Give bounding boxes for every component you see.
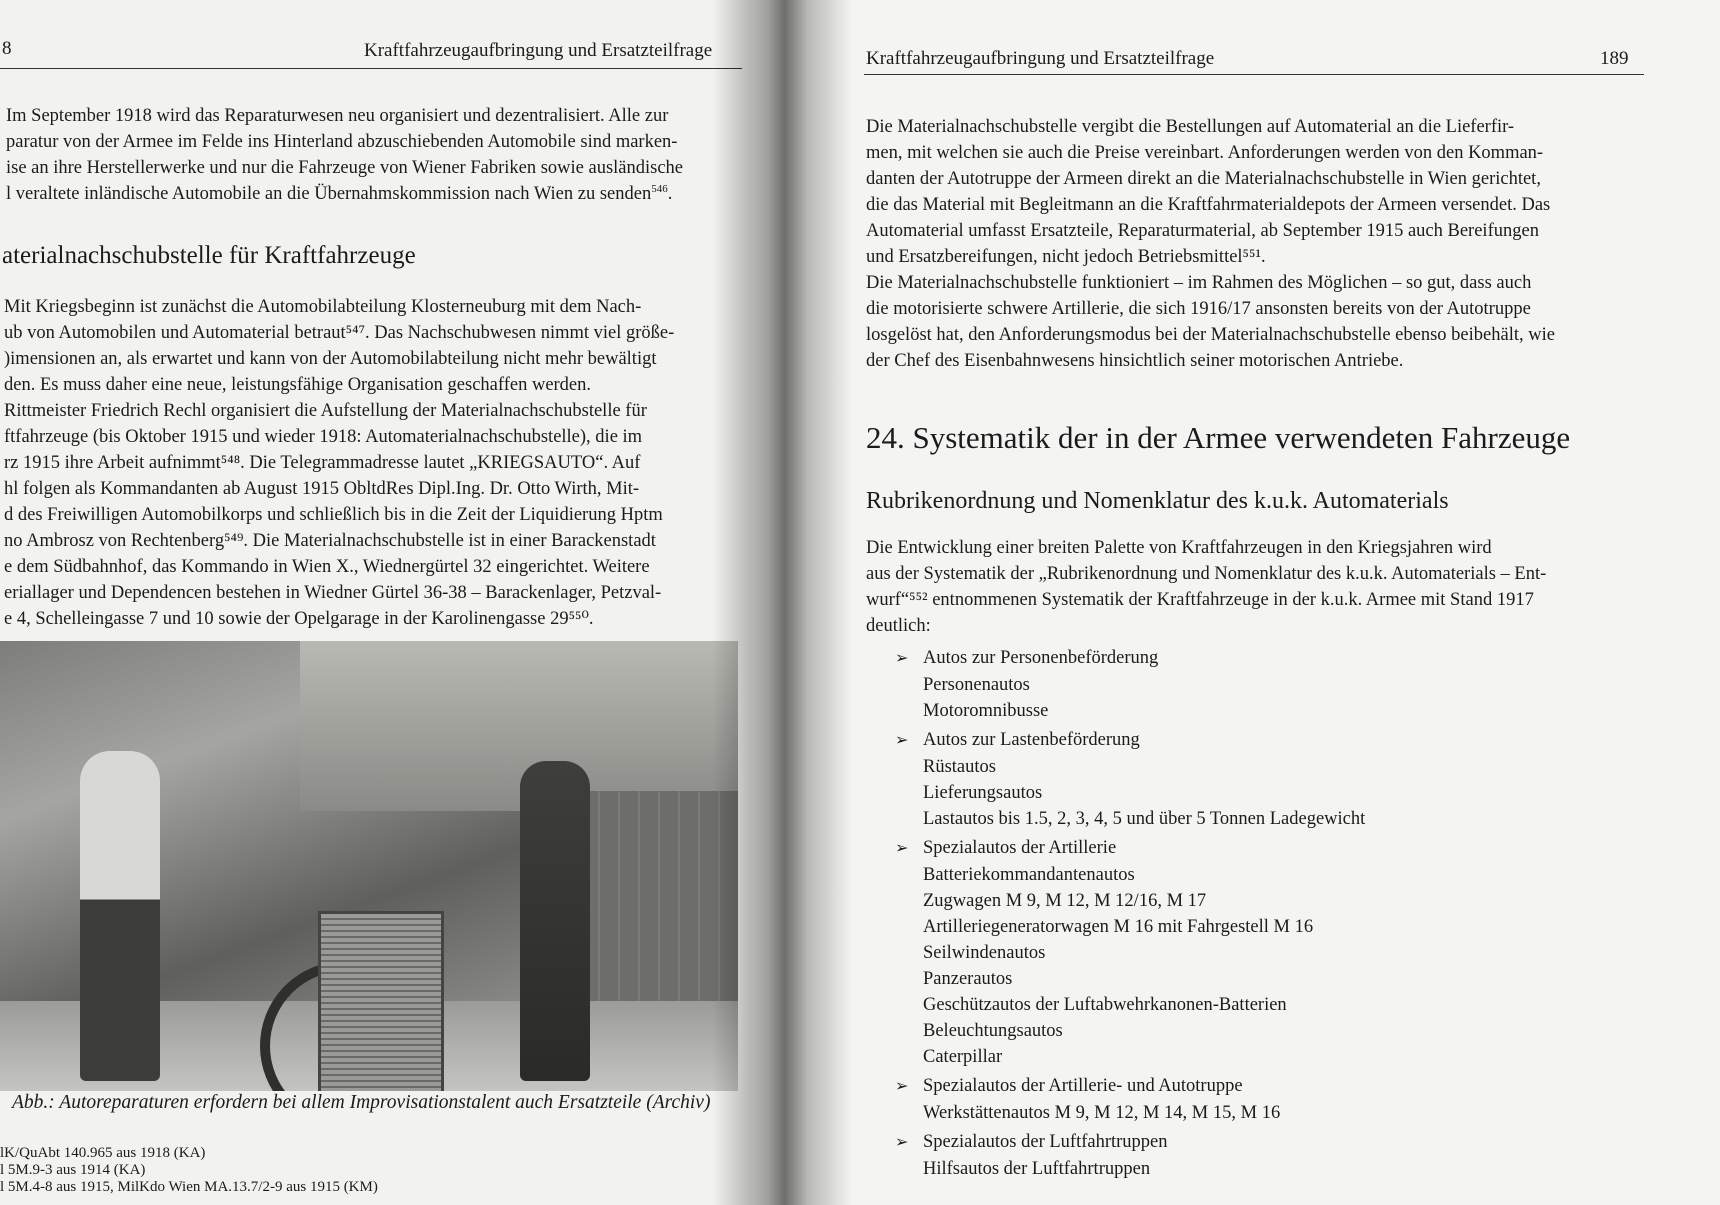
- text-line: ise an ihre Herstellerwerke und nur die Fahrzeuge von Wiener Fabriken sowie ausländische: [6, 158, 684, 178]
- list-item: Lieferungsautos: [923, 783, 1043, 803]
- text-line: Die Materialnachschubstelle funktioniert – im Rahmen des Möglichen – so gut, dass auch: [866, 273, 1532, 293]
- text-line: losgelöst hat, den Anforderungsmodus bei der Materialnachschubstelle ebenso beibehält, wie: [866, 325, 1555, 345]
- text-line: e dem Südbahnhof, das Kommando in Wien X., Wiednergürtel 32 eingerichtet. Weitere: [4, 557, 650, 577]
- arrow-bullet-icon: ➢: [895, 650, 909, 667]
- text-line: e 4, Schelleingasse 7 und 10 sowie der Opelgarage in der Karolinengasse 29⁵⁵⁰.: [4, 609, 594, 629]
- text-line: eriallager und Dependencen bestehen in Wiedner Gürtel 36-38 – Barackenlager, Petzval-: [4, 583, 662, 603]
- list-item: Panzerautos: [923, 969, 1013, 989]
- left-paragraph-1: [6, 103, 740, 207]
- list-item: Caterpillar: [923, 1047, 1003, 1067]
- text-line: ftfahrzeuge (bis Oktober 1915 und wieder 1918: Automaterialnachschubstelle), die im: [4, 427, 643, 447]
- text-line: d des Freiwilligen Automobilkorps und schließlich bis in die Zeit der Liquidierung Hptm: [4, 505, 663, 525]
- text-line: Die Materialnachschubstelle vergibt die Bestellungen auf Automaterial an die Lieferfir-: [866, 117, 1515, 137]
- footnotes: [0, 1145, 378, 1196]
- list-item: Motoromnibusse: [923, 701, 1049, 721]
- list-item: Geschützautos der Luftabwehrkanonen-Batterien: [923, 995, 1287, 1015]
- footnote: l 5M.4-8 aus 1915, MilKdo Wien MA.13.7/2-9 aus 1915 (KM): [0, 1179, 378, 1195]
- text-line: men, mit welchen sie auch die Preise vereinbart. Anforderungen werden von den Komman-: [866, 143, 1544, 163]
- text-line: )imensionen an, als erwartet und kann von der Automobilabteilung nicht mehr bewältigt: [4, 349, 657, 369]
- list-item: Artilleriegeneratorwagen M 16 mit Fahrgestell M 16: [923, 917, 1314, 937]
- list-group: [895, 645, 1655, 724]
- text-line: danten der Autotruppe der Armeen direkt an die Materialnachschubstelle in Wien gerichtet,: [866, 169, 1541, 189]
- right-paragraph-1: [866, 114, 1632, 374]
- list-group-head: Spezialautos der Artillerie: [923, 838, 1117, 858]
- text-line: Rittmeister Friedrich Rechl organisiert die Aufstellung der Materialnachschubstelle für: [4, 401, 647, 421]
- right-head-rule: [864, 74, 1644, 75]
- vehicle-category-list: [895, 645, 1655, 1185]
- text-line: aus der Systematik der „Rubrikenordnung und Nomenklatur des k.u.k. Automaterials – Ent-: [866, 564, 1547, 584]
- text-line: Mit Kriegsbeginn ist zunächst die Automobilabteilung Klosterneuburg mit dem Nach-: [4, 297, 642, 317]
- list-group-head: Autos zur Personenbeförderung: [923, 648, 1159, 668]
- photo-tarp: [300, 641, 738, 811]
- text-line: no Ambrosz von Rechtenberg⁵⁴⁹. Die Materialnachschubstelle ist in einer Barackenstadt: [4, 531, 656, 551]
- list-group: [895, 835, 1655, 1070]
- list-item: Hilfsautos der Luftfahrtruppen: [923, 1159, 1151, 1179]
- left-paragraph-2: [4, 294, 740, 632]
- text-line: und Ersatzbereifungen, nicht jedoch Betriebsmittel⁵⁵¹.: [866, 247, 1266, 267]
- photo-officer: [520, 761, 590, 1081]
- text-line: paratur von der Armee im Felde ins Hinterland abzuschiebenden Automobile sind marken-: [6, 132, 678, 152]
- arrow-bullet-icon: ➢: [895, 840, 909, 857]
- list-group: [895, 727, 1655, 832]
- left-running-head: Kraftfahrzeugaufbringung und Ersatzteilfrage: [364, 40, 713, 61]
- left-page: [0, 0, 752, 1205]
- text-line: rz 1915 ihre Arbeit aufnimmt⁵⁴⁸. Die Telegrammadresse lautet „KRIEGSAUTO“. Auf: [4, 453, 641, 473]
- text-line: Die Entwicklung einer breiten Palette von Kraftfahrzeugen in den Kriegsjahren wird: [866, 538, 1492, 558]
- text-line: den. Es muss daher eine neue, leistungsfähige Organisation geschaffen werden.: [4, 375, 592, 395]
- list-group-head: Spezialautos der Luftfahrtruppen: [923, 1132, 1168, 1152]
- list-item: Lastautos bis 1.5, 2, 3, 4, 5 und über 5 Tonnen Ladegewicht: [923, 809, 1366, 829]
- text-line: Automaterial umfasst Ersatzteile, Reparaturmaterial, ab September 1915 auch Bereifungen: [866, 221, 1539, 241]
- list-item: Zugwagen M 9, M 12, M 12/16, M 17: [923, 891, 1207, 911]
- footnote-ref: 546: [651, 182, 668, 195]
- chapter-title: 24. Systematik der in der Armee verwendeten Fahrzeuge: [866, 420, 1571, 455]
- text-line: l veraltete inländische Automobile an die Übernahmskommission nach Wien zu senden$^{546}$.: [6, 182, 673, 204]
- archive-photo: [0, 641, 738, 1091]
- subsection-title: Rubrikenordnung und Nomenklatur des k.u.k. Automaterials: [866, 488, 1449, 514]
- arrow-bullet-icon: ➢: [895, 732, 909, 749]
- left-page-number: 8: [2, 38, 12, 59]
- list-group-head: Autos zur Lastenbeförderung: [923, 730, 1140, 750]
- footnote: lK/QuAbt 140.965 aus 1918 (KA): [0, 1145, 206, 1161]
- photo-radiator: [318, 911, 444, 1091]
- arrow-bullet-icon: ➢: [895, 1134, 909, 1151]
- list-item: Personenautos: [923, 675, 1030, 695]
- arrow-bullet-icon: ➢: [895, 1078, 909, 1095]
- text-line: ub von Automobilen und Automaterial betraut⁵⁴⁷. Das Nachschubwesen nimmt viel größe-: [4, 323, 675, 343]
- section-title: aterialnachschubstelle für Kraftfahrzeuge: [2, 242, 416, 269]
- text-line: die motorisierte schwere Artillerie, die sich 1916/17 ansonsten bereits von der Autotruppe: [866, 299, 1531, 319]
- text-line: wurf“⁵⁵² entnommenen Systematik der Kraftfahrzeuge in der k.u.k. Armee mit Stand 1917: [866, 590, 1534, 610]
- photo-mechanic: [80, 751, 160, 1081]
- left-head-rule: [0, 68, 742, 69]
- right-paragraph-3: [866, 535, 1632, 639]
- text-line: deutlich:: [866, 616, 931, 636]
- list-item: Batteriekommandantenautos: [923, 865, 1135, 885]
- list-item: Rüstautos: [923, 757, 996, 777]
- text-line: hl folgen als Kommandanten ab August 1915 ObltdRes Dipl.Ing. Dr. Otto Wirth, Mit-: [4, 479, 640, 499]
- list-item: Seilwindenautos: [923, 943, 1046, 963]
- text-line: der Chef des Eisenbahnwesens hinsichtlich seiner motorischen Antriebe.: [866, 351, 1404, 371]
- right-running-head: Kraftfahrzeugaufbringung und Ersatzteilfrage: [866, 48, 1215, 69]
- list-group: [895, 1129, 1655, 1182]
- list-group: [895, 1073, 1655, 1126]
- photo-caption: Abb.: Autoreparaturen erfordern bei allem Improvisationstalent auch Ersatzteile (Archiv): [12, 1092, 711, 1113]
- list-item: Beleuchtungsautos: [923, 1021, 1063, 1041]
- list-group-head: Spezialautos der Artillerie- und Autotruppe: [923, 1076, 1243, 1096]
- right-page-number: 189: [1600, 48, 1629, 69]
- list-item: Werkstättenautos M 9, M 12, M 14, M 15, M 16: [923, 1103, 1281, 1123]
- footnote: l 5M.9-3 aus 1914 (KA): [0, 1162, 146, 1178]
- text-line: Im September 1918 wird das Reparaturwesen neu organisiert und dezentralisiert. Alle zur: [6, 106, 669, 126]
- text-line: die das Material mit Begleitmann an die Kraftfahrmaterialdepots der Armeen versendet. Das: [866, 195, 1551, 215]
